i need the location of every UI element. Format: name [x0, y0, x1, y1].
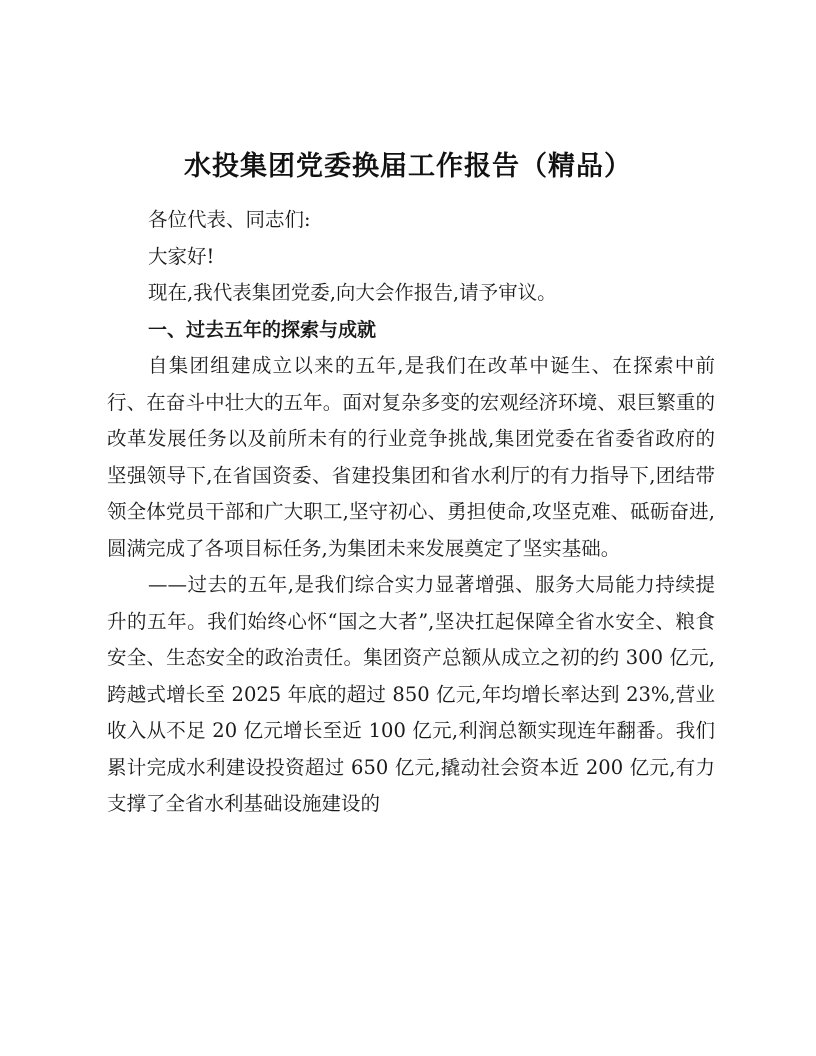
greeting: 大家好! [148, 244, 215, 268]
body-paragraph: ——过去的五年,是我们综合实力显著增强、服务大局能力持续提升的五年。我们始终心怀“国之大者”,坚决扛起保障全省水安全、粮食安全、生态安全的政治责任。集团资产总额从成立之初的约 300 亿元,跨越式增长至 2025 年底的超过 850 亿元,年均增长率达到 23%,营业收入从不足 20 亿元增长至近 100 亿元,利润总额实现连年翻番。我们累计完成水利建设投资超过 650 亿元,撬动社会资本近 200 亿元,有力支撑了全省水利基础设施建设的 [107, 573, 715, 815]
opening-statement: 现在,我代表集团党委,向大会作报告,请予审议。 [148, 281, 557, 304]
salutation: 各位代表、同志们: [148, 208, 311, 231]
document-body [107, 202, 715, 823]
section-heading: 一、过去五年的探索与成就 [148, 318, 377, 341]
document-title: 水投集团党委换届工作报告（精品） [184, 151, 632, 182]
body-paragraph: 自集团组建成立以来的五年,是我们在改革中诞生、在探索中前行、在奋斗中壮大的五年。面对复杂多变的宏观经济环境、艰巨繁重的改革发展任务以及前所未有的行业竞争挑战,集团党委在省委省政府的坚强领导下,在省国资委、省建投集团和省水利厅的有力指导下,团结带领全体党员干部和广大职工,坚守初心、勇担使命,攻坚克难、砥砺奋进,圆满完成了各项目标任务,为集团未来发展奠定了坚实基础。 [107, 354, 715, 560]
